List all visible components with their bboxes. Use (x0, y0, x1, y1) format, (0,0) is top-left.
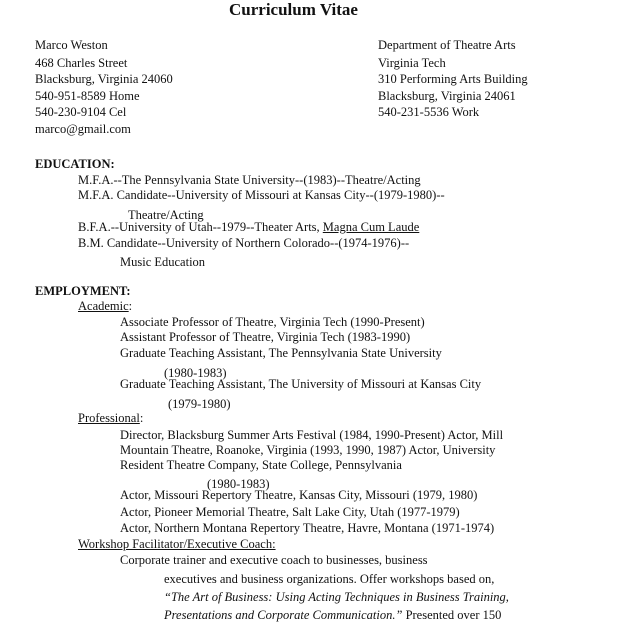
academic-item-cont: (1979-1980) (168, 397, 231, 411)
professional-item: Mountain Theatre, Roanoke, Virginia (1993, 1990, 1987) Actor, University (120, 443, 496, 457)
academic-item: Graduate Teaching Assistant, The Pennsylvania State University (120, 346, 442, 360)
professional-item: Director, Blacksburg Summer Arts Festival (1984, 1990-Present) Actor, Mill (120, 428, 504, 442)
academic-subheading (78, 298, 132, 315)
academic-item: Associate Professor of Theatre, Virginia Tech (1990-Present) (120, 315, 425, 329)
work-city: Blacksburg, Virginia 24061 (378, 89, 516, 103)
education-heading: EDUCATION: (35, 157, 115, 171)
professional-item: Resident Theatre Company, State College, Pennsylvania (120, 458, 402, 472)
work-phone: 540-231-5536 Work (378, 105, 480, 119)
education-bfa (78, 219, 419, 236)
education-mfa-psu: M.F.A.--The Pennsylvania State University--(1983)--Theatre/Acting (78, 173, 421, 187)
education-mfa-umkc: M.F.A. Candidate--University of Missouri at Kansas City--(1979-1980)-- (78, 188, 445, 202)
work-institution: Virginia Tech (378, 56, 446, 70)
education-bfa-text: B.F.A.--University of Utah--1979--Theater Arts, (78, 220, 323, 234)
professional-colon: : (139, 411, 144, 425)
academic-item: Graduate Teaching Assistant, The University of Missouri at Kansas City (120, 377, 482, 391)
workshop-line (164, 607, 501, 624)
employment-heading: EMPLOYMENT: (35, 284, 131, 298)
academic-colon: : (128, 299, 133, 313)
education-bm: B.M. Candidate--University of Northern Colorado--(1974-1976)-- (78, 236, 410, 250)
contact-cell-phone: 540-230-9104 Cel (35, 105, 127, 119)
workshop-line: Corporate trainer and executive coach to businesses, business (120, 553, 428, 567)
workshop-line: executives and business organizations. Offer workshops based on, (164, 572, 495, 586)
professional-item: Actor, Missouri Repertory Theatre, Kansas City, Missouri (1979, 1980) (120, 488, 478, 502)
contact-city: Blacksburg, Virginia 24060 (35, 72, 173, 86)
education-mfa-umkc-cont: Theatre/Acting (128, 208, 204, 222)
workshop-subheading: Workshop Facilitator/Executive Coach: (78, 537, 276, 551)
cv-title: Curriculum Vitae (229, 0, 358, 19)
professional-subheading (78, 410, 143, 427)
academic-label: Academic (78, 299, 129, 313)
education-bfa-honor: Magna Cum Laude (322, 220, 420, 234)
work-department: Department of Theatre Arts (378, 38, 516, 52)
education-bm-cont: Music Education (120, 255, 206, 269)
workshop-italic: Presentations and Corporate Communication.” (164, 608, 403, 622)
professional-item: Actor, Pioneer Memorial Theatre, Salt Lake City, Utah (1977-1979) (120, 505, 460, 519)
academic-item: Assistant Professor of Theatre, Virginia Tech (1983-1990) (120, 330, 411, 344)
workshop-line: “The Art of Business: Using Acting Techniques in Business Training, (164, 590, 509, 604)
professional-label: Professional (78, 411, 140, 425)
contact-email: marco@gmail.com (35, 122, 131, 136)
professional-item: Actor, Northern Montana Repertory Theatre, Havre, Montana (1971-1974) (120, 521, 495, 535)
contact-home-phone: 540-951-8589 Home (35, 89, 140, 103)
contact-street: 468 Charles Street (35, 56, 128, 70)
workshop-rest: Presented over 150 (402, 608, 502, 622)
work-building: 310 Performing Arts Building (378, 72, 528, 86)
professional-item-cont: (1980-1983) (207, 477, 270, 491)
contact-name: Marco Weston (35, 38, 108, 52)
academic-item-cont: (1980-1983) (164, 366, 227, 380)
